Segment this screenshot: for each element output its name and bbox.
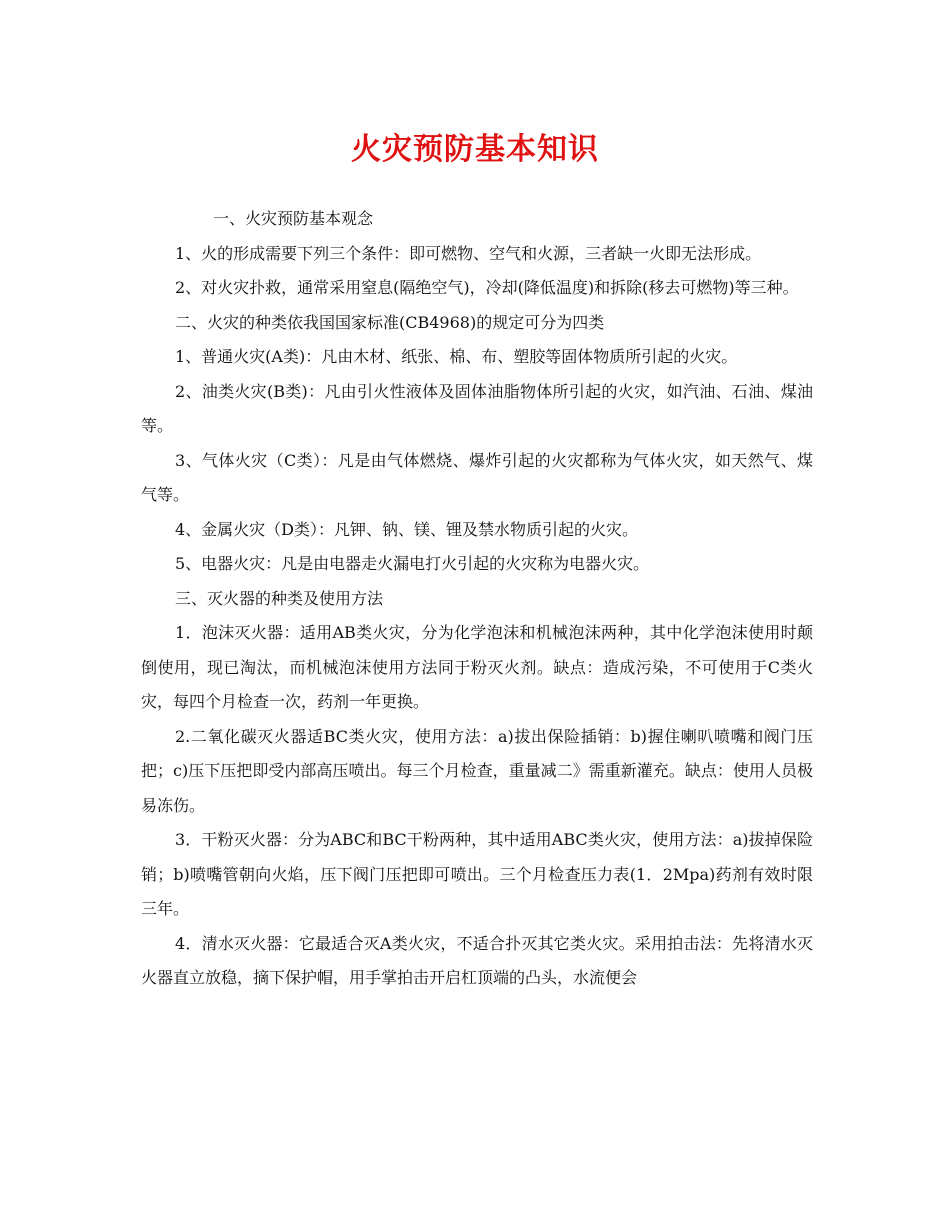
paragraph: 4、金属火灾（D类）：凡钾、钠、镁、锂及禁水物质引起的火灾。 <box>175 519 639 539</box>
paragraph: 5、电器火灾：凡是由电器走火漏电打火引起的火灾称为电器火灾。 <box>175 554 650 573</box>
section-heading-1: 一、火灾预防基本观念 <box>213 209 374 228</box>
paragraph: 1、火的形成需要下列三个条件：即可燃物、空气和火源，三者缺一火即无法形成。 <box>175 243 762 263</box>
paragraph: 2.二氧化碳灭火器适BC类火灾，使用方法：a)拔出保险插销：b)握住喇叭喷嘴和阀门压把；c)压下压把即受内部高压喷出。每三个月检查，重量减二》需重新灌充。缺点：使用人员极易冻伤。 <box>141 726 813 815</box>
section-heading-3: 三、灭火器的种类及使用方法 <box>175 588 384 608</box>
document-body <box>141 202 813 996</box>
paragraph: 1．泡沫灭火器：适用AB类火灾，分为化学泡沫和机械泡沫两种，其中化学泡沫使用时颠倒使用，现已淘汰，而机械泡沫使用方法同于粉灭火剂。缺点：造成污染，不可使用于C类火灾，每四个月检查一次，药剂一年更换。 <box>141 623 813 711</box>
document-title: 火灾预防基本知识 <box>351 132 599 167</box>
paragraph: 2、对火灾扑救，通常采用窒息(隔绝空气)，冷却(降低温度)和拆除(移去可燃物)等三种。 <box>175 278 799 297</box>
paragraph: 2、油类火灾(B类)：凡由引火性液体及固体油脂物体所引起的火灾，如汽油、石油、煤油等。 <box>141 381 813 435</box>
paragraph: 3．干粉灭火器：分为ABC和BC干粉两种，其中适用ABC类火灾，使用方法：a)拔掉保险销；b)喷嘴管朝向火焰，压下阀门压把即可喷出。三个月检查压力表(1．2Mpa)药剂有效时限三年。 <box>141 830 813 918</box>
section-heading-2: 二、火灾的种类依我国国家标准(CB4968)的规定可分为四类 <box>175 312 605 332</box>
paragraph: 4．清水灭火器：它最适合灭A类火灾，不适合扑灭其它类火灾。采用拍击法：先将清水灭火器直立放稳，摘下保护帽，用手掌拍击开启杠顶端的凸头，水流便会 <box>141 933 813 987</box>
paragraph: 1、普通火灾(A类)：凡由木材、纸张、棉、布、塑胶等固体物质所引起的火灾。 <box>175 347 738 366</box>
paragraph: 3、气体火灾（C类）：凡是由气体燃烧、爆炸引起的火灾都称为气体火灾，如天然气、煤气等。 <box>141 450 813 504</box>
